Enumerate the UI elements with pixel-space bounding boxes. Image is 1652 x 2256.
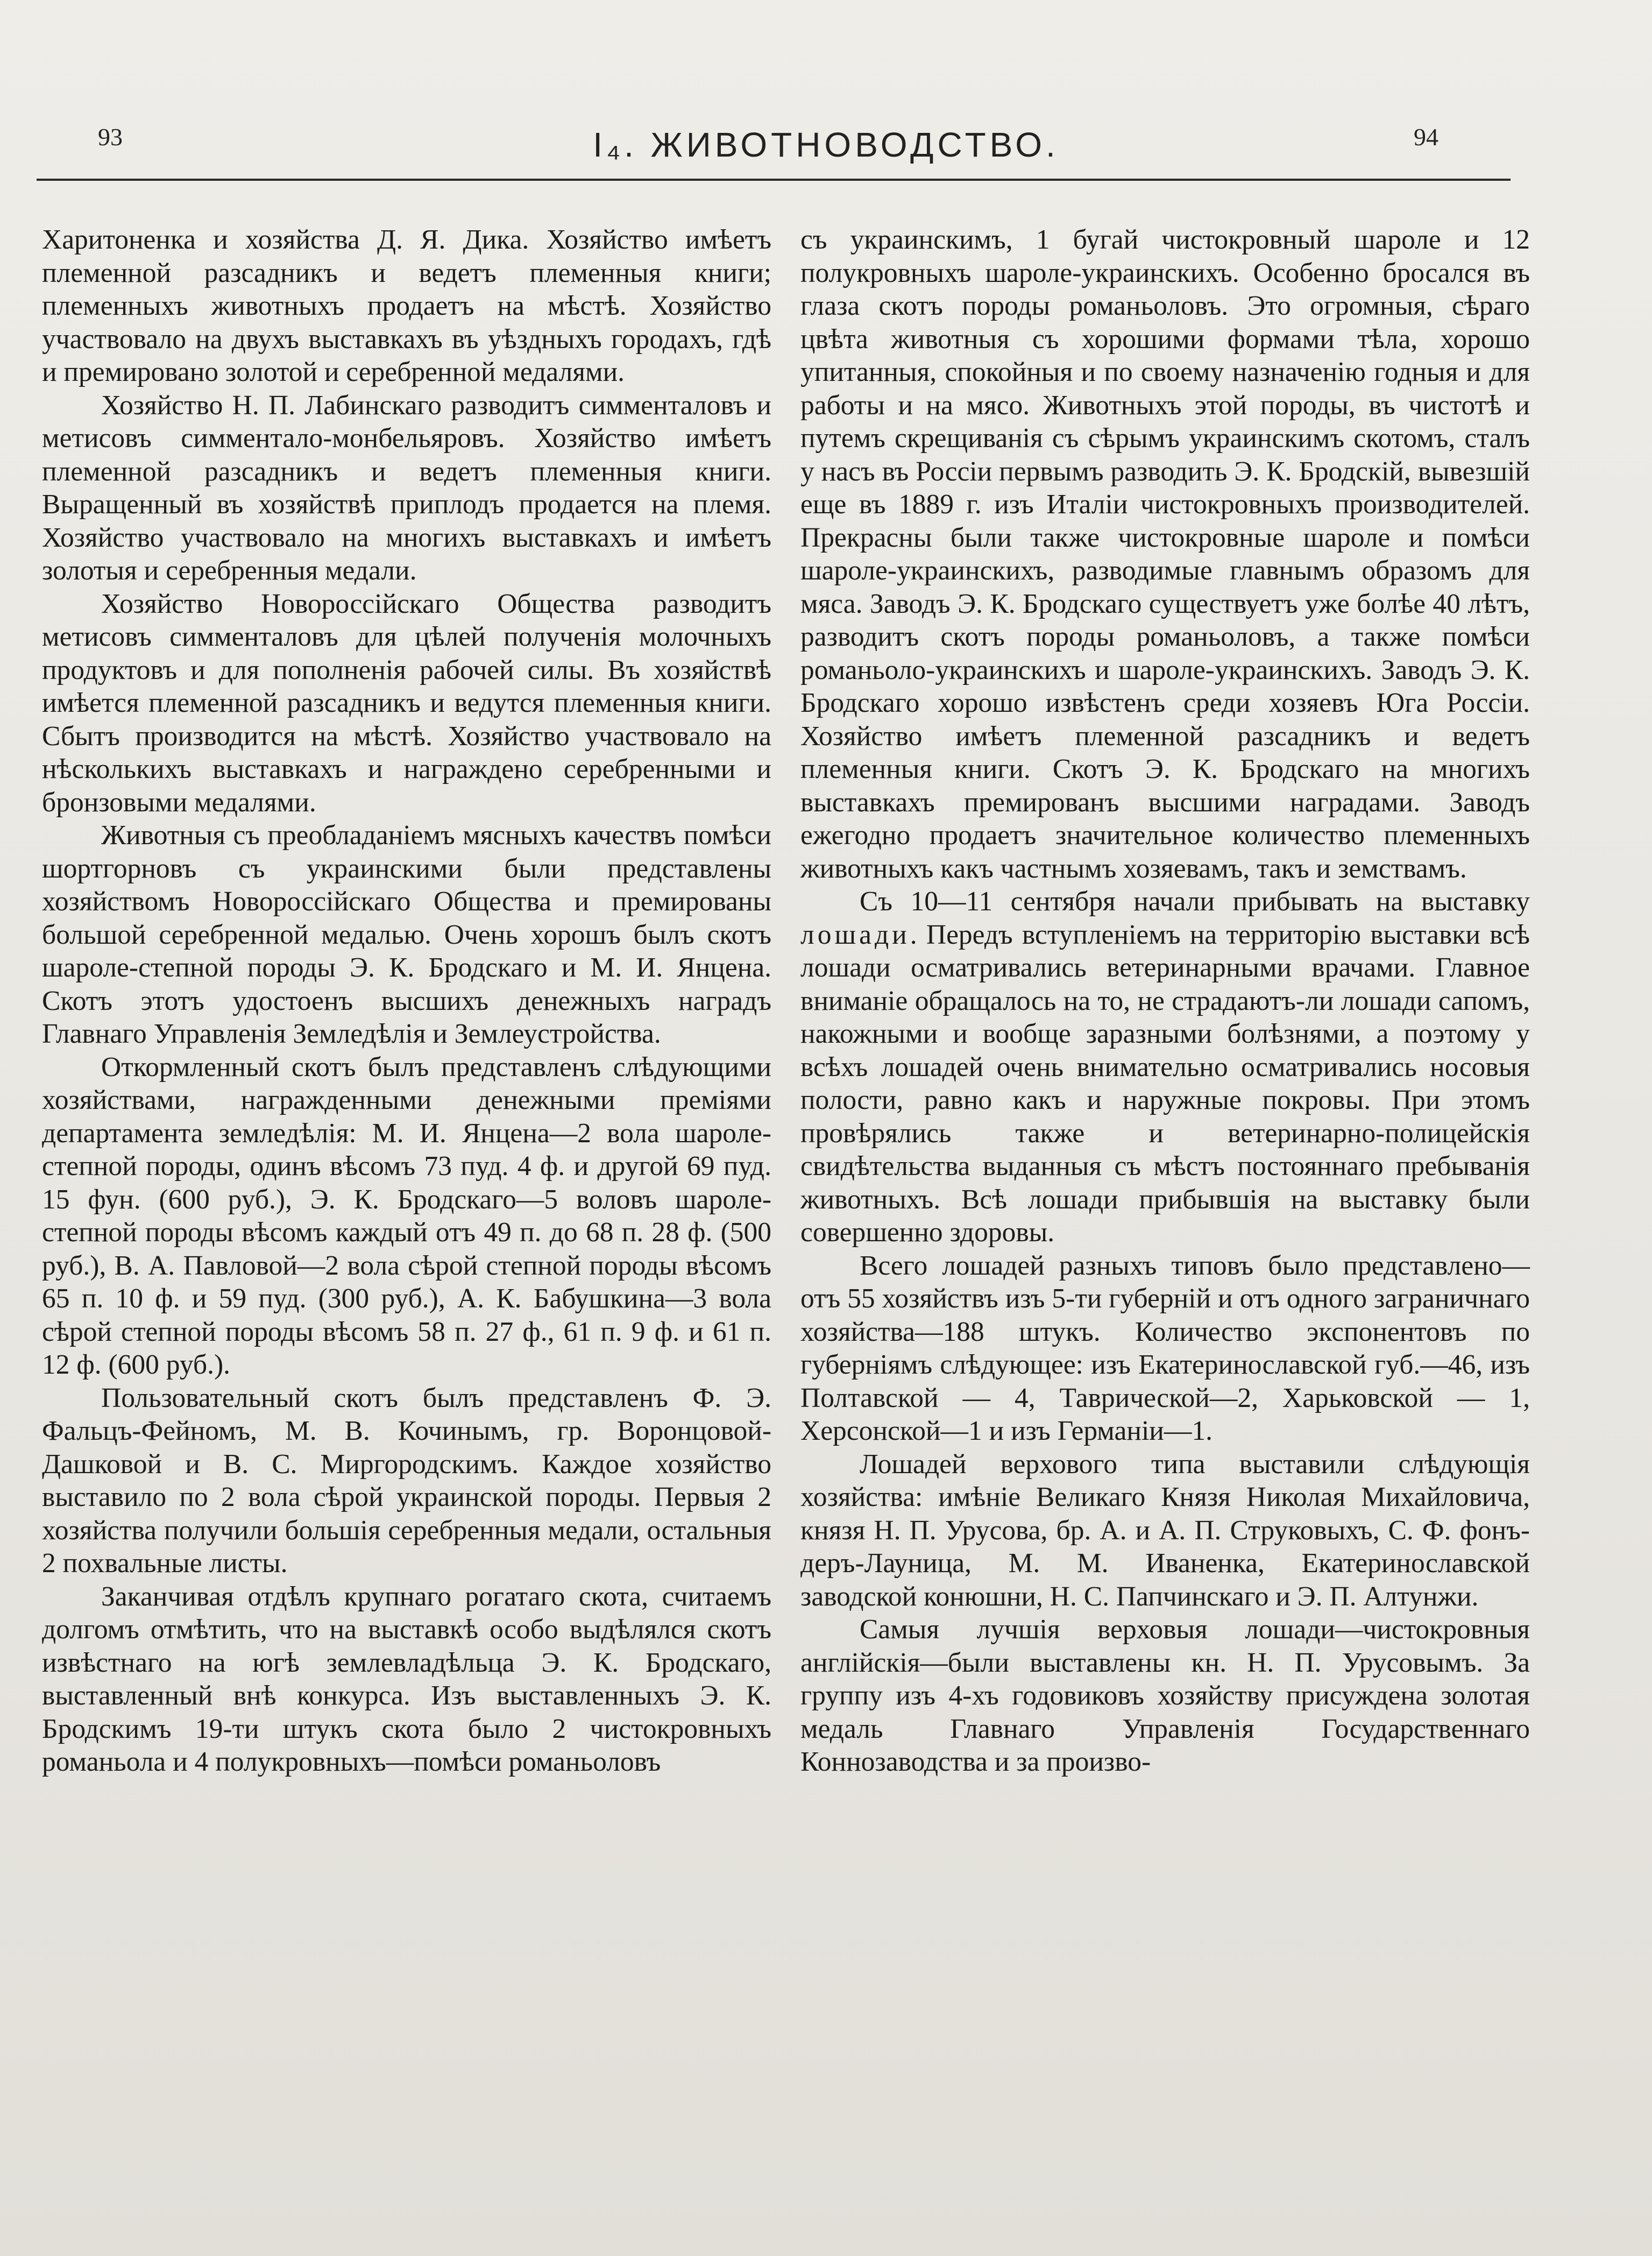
- paragraph: Лошадей верхового типа выставили слѣдующія хозяйства: имѣніе Великаго Князя Николая Михайловича, князя Н. П. Урусова, бр. А. и А. П. Струковыхъ, С. Ф. фонъ-деръ-Лауница, М. М. Иваненка, Екатеринославской заводской конюшни, Н. С. Папчинскаго и Э. П. Алтунжи.: [800, 1448, 1530, 1612]
- page-number-right: 94: [1414, 123, 1438, 151]
- paragraph: Откормленный скотъ былъ представленъ слѣдующими хозяйствами, награжденными денежными преміями департамента земледѣлія: М. И. Янцена—2 вола шароле-степной породы, одинъ вѣсомъ 73 пуд. 4 ф. и другой 69 пуд. 15 фун. (600 руб.), Э. К. Бродскаго—5 воловъ шароле-степной породы вѣсомъ каждый отъ 49 п. до 68 п. 28 ф. (500 руб.), В. А. Павловой—2 вола сѣрой степной породы вѣсомъ 65 п. 10 ф. и 59 пуд. (300 руб.), А. К. Бабушкина—3 вола сѣрой степной породы вѣсомъ 58 п. 27 ф., 61 п. 9 ф. и 61 п. 12 ф. (600 руб.).: [42, 1051, 771, 1380]
- left-column: [42, 223, 771, 1779]
- running-header-title: I₄. ЖИВОТНОВОДСТВО.: [593, 125, 1059, 164]
- paragraph: Харитоненка и хозяйства Д. Я. Дика. Хозяйство имѣетъ племенной разсадникъ и ведетъ племенныя книги; племенныхъ животныхъ продаетъ на мѣстѣ. Хозяйство участвовало на двухъ выставкахъ въ уѣздныхъ городахъ, гдѣ и премировано золотой и серебренной медалями.: [42, 224, 771, 387]
- paragraph: Хозяйство Новороссійскаго Общества разводитъ метисовъ симменталовъ для цѣлей полученія молочныхъ продуктовъ и для пополненія рабочей силы. Въ хозяйствѣ имѣется племенной разсадникъ и ведутся племенныя книги. Сбытъ производится на мѣстѣ. Хозяйство участвовало на нѣсколькихъ выставкахъ и награждено серебренными и бронзовыми медалями.: [42, 588, 771, 818]
- paragraph-horses-arrival: [800, 885, 1530, 1249]
- paragraph: съ украинскимъ, 1 бугай чистокровный шароле и 12 полукровныхъ шароле-украинскихъ. Особенно бросался въ глаза скотъ породы романьоловъ. Это огромныя, сѣраго цвѣта животныя съ хорошими формами тѣла, хорошо упитанныя, спокойныя и по своему назначенію годныя и для работы и на мясо. Животныхъ этой породы, въ чистотѣ и путемъ скрещиванія съ сѣрымъ украинскимъ скотомъ, сталъ у насъ въ Россіи первымъ разводить Э. К. Бродскій, вывезшій еще въ 1889 г. изъ Италіи чистокровныхъ производителей. Прекрасны были также чистокровные шароле и помѣси шароле-украинскихъ, разводимые главнымъ образомъ для мяса. Заводъ Э. К. Бродскаго существуетъ уже болѣе 40 лѣтъ, разводитъ скотъ породы романьоловъ, а также помѣси романьоло-украинскихъ и шароле-украинскихъ. Заводъ Э. К. Бродскаго хорошо извѣстенъ среди хозяевъ Юга Россіи. Хозяйство имѣетъ племенной разсадникъ и ведетъ племенныя книги. Скотъ Э. К. Бродскаго на многихъ выставкахъ премированъ высшими наградами. Заводъ ежегодно продаетъ значительное количество племенныхъ животныхъ какъ частнымъ хозяевамъ, такъ и земствамъ.: [800, 224, 1530, 884]
- paragraph: Всего лошадей разныхъ типовъ было представлено—отъ 55 хозяйствъ изъ 5-ти губерній и отъ одного заграничнаго хозяйства—188 штукъ. Количество экспонентовъ по губерніямъ слѣдующее: изъ Екатеринославской губ.—46, изъ Полтавской — 4, Таврической—2, Харьковской — 1, Херсонской—1 и изъ Германіи—1.: [800, 1250, 1530, 1446]
- page-number-left: 93: [98, 123, 123, 151]
- paragraph: Заканчивая отдѣлъ крупнаго рогатаго скота, считаемъ долгомъ отмѣтить, что на выставкѣ особо выдѣлялся скотъ извѣстнаго на югѣ землевладѣльца Э. К. Бродскаго, выставленный внѣ конкурса. Изъ выставленныхъ Э. К. Бродскимъ 19-ти штукъ скота было 2 чистокровныхъ романьола и 4 полукровныхъ—помѣси романьоловъ: [42, 1581, 771, 1777]
- paragraph-rest: . Передъ вступленіемъ на территорію выставки всѣ лошади осматривались ветеринарными врачами. Главное вниманіе обращалось на то, не страдаютъ-ли лошади сапомъ, накожными и вообще заразными болѣзнями, а поэтому у всѣхъ лошадей очень внимательно осматривались носовыя полости, равно какъ и наружные покровы. При этомъ провѣрялись также и ветеринарно-полицейскія свидѣтельства выданныя съ мѣстъ постояннаго пребыванія животныхъ. Всѣ лошади прибывшія на выставку были совершенно здоровы.: [800, 919, 1530, 1248]
- paragraph-lead: Съ 10—11 сентября начали прибывать на выставку: [860, 886, 1530, 917]
- spaced-emphasis: лошади: [800, 919, 910, 950]
- paragraph: Самыя лучшія верховыя лошади—чистокровныя англійскія—были выставлены кн. Н. П. Урусовымъ. За группу изъ 4-хъ годовиковъ хозяйству присуждена золотая медаль Главнаго Управленія Государственнаго Коннозаводства и за произво-: [800, 1614, 1530, 1777]
- right-column: [800, 223, 1530, 1779]
- paragraph: Хозяйство Н. П. Лабинскаго разводитъ симменталовъ и метисовъ симментало-монбельяровъ. Хозяйство имѣетъ племенной разсадникъ и ведетъ племенныя книги. Выращенный въ хозяйствѣ приплодъ продается на племя. Хозяйство участвовало на многихъ выставкахъ и имѣетъ золотыя и серебренныя медали.: [42, 390, 771, 586]
- paragraph: Животныя съ преобладаніемъ мясныхъ качествъ помѣси шортгорновъ съ украинскими были представлены хозяйствомъ Новороссійскаго Общества и премированы большой серебренной медалью. Очень хорошъ былъ скотъ шароле-степной породы Э. К. Бродскаго и М. И. Янцена. Скотъ этотъ удостоенъ высшихъ денежныхъ наградъ Главнаго Управленія Земледѣлія и Землеустройства.: [42, 820, 771, 1049]
- header-rule: [37, 179, 1511, 181]
- paragraph: Пользовательный скотъ былъ представленъ Ф. Э. Фальцъ-Фейномъ, М. В. Кочинымъ, гр. Воронцовой-Дашковой и В. С. Миргородскимъ. Каждое хозяйство выставило по 2 вола сѣрой украинской породы. Первыя 2 хозяйства получили большія серебренныя медали, остальныя 2 похвальные листы.: [42, 1382, 771, 1579]
